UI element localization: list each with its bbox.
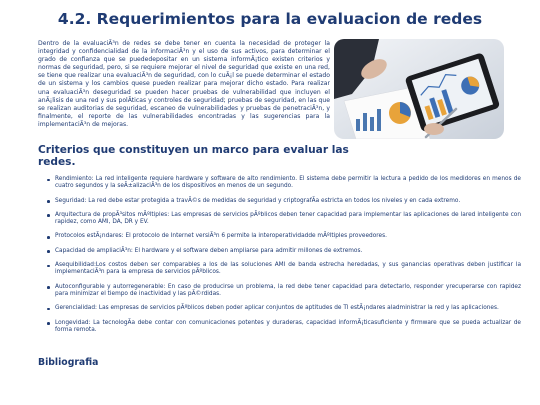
list-item: Protocolos estÃ¡ndares: El protocolo de Internet versiÃ³n 6 permite la interoperatividadde mÃºltiples proveedores. [55, 233, 521, 240]
page-title: 4.2. Requerimientos para la evaluacion de redes [57, 10, 483, 28]
criteria-list [38, 176, 521, 334]
list-item: Autoconfigurable y autorregenerable: En caso de producirse un problema, la red debe tener capacidad para detectarlo, responder yrecuperarse con rapidez para minimizar el tiempo de inactividad y las pÃ©rdidas. [55, 283, 521, 297]
tablet-with-charts-photo [334, 39, 504, 139]
intro-paragraph: Dentro de la evaluaciÃ³n de redes se debe tener en cuenta la necesidad de proteger la integridad y confidencialidad de la informaciÃ³n y el uso de sus activos, para determinar el grado de confianza que se puededepositar en un sistema informÃ¡tico existen criterios y normas de seguridad, pero, si se requiere mejorar el nivel de seguridad que existe en una red, se tiene que realizar una evaluaciÃ³n de seguridad, con lo cuÃ¡l se puede determinar el estado de un sistema y los cambios quese pueden realizar para mejorar dicho estado. Para realizar una evaluaciÃ³n deseguridad se pueden hacer pruebas de vulnerabilidad que incluyen el anÃ¡lisis de una red y sus polÃticas y controles de seguridad; pruebas de seguridad, en las que se realizan auditorias de seguridad, escaneo de vulnerabilidades y pruebas de penetraciÃ³n, y finalmente, el reporte de las vulnerabilidades encontradas y las sugerencias para la implementaciÃ³n de mejoras. [38, 40, 330, 128]
list-item: Gerencialidad: Las empresas de servicios pÃºblicos deben poder aplicar conjuntos de aptitudes de TI estÃ¡ndares aladministrar la red y las aplicaciones. [55, 305, 521, 312]
list-item: Rendimiento: La red inteligente requiere hardware y software de alto rendimiento. El sistema debe permitir la lectura a pedido de los medidores en menos de cuatro segundos y la seÃ±alizaciÃ³n de los dispositivos en menos de un segundo. [55, 176, 521, 190]
criteria-heading: Criterios que constituyen un marco para evaluar las redes. [38, 144, 349, 168]
list-item: Capacidad de ampliaciÃ³n: El hardware y el software deben ampliarse para admitir millones de extremos. [55, 248, 521, 255]
list-item: Arquitectura de propÃ³sitos mÃºltiples: Las empresas de servicios pÃºblicos deben tener capacidad para implementar las aplicaciones de lared inteligente con rapidez, como AMI, DA, DR y EV. [55, 211, 521, 226]
bibliography-heading: Bibliografia [38, 357, 99, 368]
list-item: Asequibilidad:Los costos deben ser comparables a los de las soluciones AMI de banda estrecha heredadas, y sus ganancias operativas deben justificar la implementaciÃ³n para la empresa de servicios pÃºblicos. [55, 262, 521, 276]
photo-illustration [334, 39, 504, 139]
list-item: Longevidad: La tecnologÃa debe contar con comunicaciones potentes y duraderas, capacidad informÃ¡ticasuficiente y firmware que se pueda actualizar de forma remota. [55, 319, 521, 333]
list-item: Seguridad: La red debe estar protegida a travÃ©s de medidas de seguridad y criptografÃa estricta en todos los niveles y en cada extremo. [55, 198, 521, 205]
